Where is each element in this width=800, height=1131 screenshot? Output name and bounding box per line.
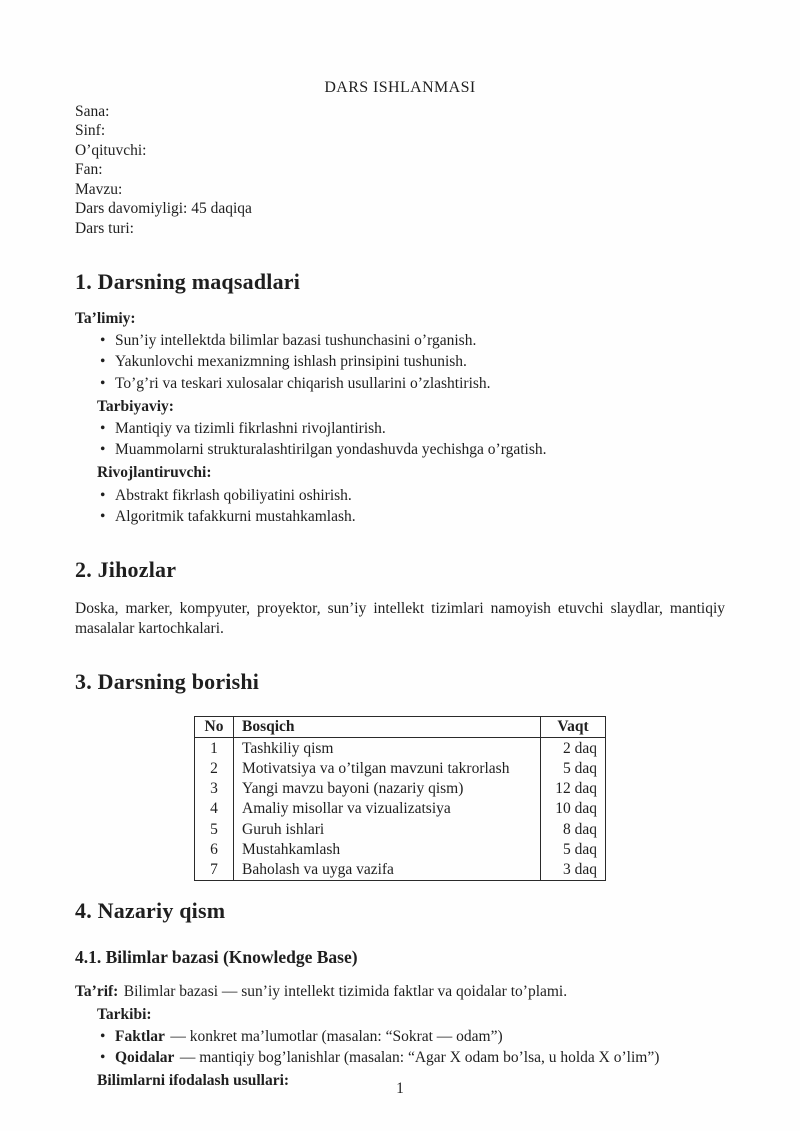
meta-field-davomiyligi: Dars davomiyligi: 45 daqiqa	[75, 200, 252, 218]
tarif-text: Bilimlar bazasi — sun’iy intellekt tizimida faktlar va qoidalar to’plami.	[119, 983, 568, 1001]
list-item	[75, 507, 725, 527]
meta-fields	[75, 102, 725, 239]
table-cell: 3	[210, 780, 218, 798]
meta-field-fan: Fan:	[75, 161, 103, 179]
list-item	[75, 419, 725, 439]
bullet-icon: •	[100, 1049, 106, 1067]
usullari-label: Bilimlarni ifodalash usullari:	[97, 1072, 290, 1090]
table-cell: 2	[210, 759, 218, 777]
table-row	[195, 860, 606, 881]
list-item-text: Abstrakt fikrlash qobiliyatini oshirish.	[115, 486, 352, 504]
document-title: DARS ISHLANMASI	[324, 79, 476, 96]
table-cell: 5 daq	[541, 840, 606, 860]
table-row	[195, 840, 606, 860]
meta-field-mavzu: Mavzu:	[75, 180, 123, 198]
list-item-text: — mantiqiy bog’lanishlar (masalan: “Agar X odam bo’lsa, u holda X o’lim”)	[175, 1049, 660, 1067]
table-cell: Yangi mavzu bayoni (nazariy qism)	[234, 779, 541, 799]
table-cell: Baholash va uyga vazifa	[234, 860, 541, 881]
table-row	[195, 758, 606, 778]
knowledge-base-list	[75, 1027, 725, 1068]
list-item-text: To’g’ri va teskari xulosalar chiqarish usullarini o’zlashtirish.	[115, 374, 491, 392]
table-cell: Guruh ishlari	[234, 819, 541, 839]
meta-field-dars-turi: Dars turi:	[75, 220, 134, 238]
section-4-heading: 4. Nazariy qism	[75, 898, 226, 924]
equipment-paragraph: Doska, marker, kompyuter, proyektor, sun’iy intellekt tizimlari namoyish etuvchi slaydlar, mantiqiy masalalar kartochkalari.	[75, 599, 725, 637]
table-cell: 12 daq	[541, 779, 606, 799]
bullet-icon: •	[100, 507, 106, 525]
list-item-term: Faktlar	[115, 1028, 165, 1046]
table-cell: 5	[210, 820, 218, 838]
table-cell: 8 daq	[541, 819, 606, 839]
table-cell: Mustahkamlash	[234, 840, 541, 860]
definition-line	[75, 982, 725, 1002]
table-header-row	[195, 716, 606, 737]
list-item-term: Qoidalar	[115, 1049, 175, 1067]
list-item-text: — konkret ma’lumotlar (masalan: “Sokrat — odam”)	[166, 1028, 503, 1046]
table-cell: 5 daq	[541, 758, 606, 778]
bullet-icon: •	[100, 420, 106, 438]
tarif-label: Ta’rif:	[75, 983, 119, 1001]
bullet-icon: •	[100, 1028, 106, 1046]
bullet-icon: •	[100, 332, 106, 350]
meta-field-sinf: Sinf:	[75, 122, 106, 140]
section-4-1-subheading: 4.1. Bilimlar bazasi (Knowledge Base)	[75, 947, 358, 968]
table-cell: 10 daq	[541, 799, 606, 819]
table-cell: 1	[210, 739, 218, 757]
bullet-icon: •	[100, 486, 106, 504]
table-cell: 2 daq	[541, 738, 606, 759]
table-cell: Motivatsiya va o’tilgan mavzuni takrorlash	[234, 758, 541, 778]
tarbiyaviy-label: Tarbiyaviy:	[97, 397, 174, 415]
list-item-text: Yakunlovchi mexanizmning ishlash prinsipini tushunish.	[115, 353, 467, 371]
rivojlantiruvchi-list	[75, 486, 725, 527]
lesson-stages-table	[194, 716, 606, 881]
section-3-heading: 3. Darsning borishi	[75, 668, 260, 694]
list-item	[75, 486, 725, 506]
meta-field-sana: Sana:	[75, 102, 110, 120]
meta-field-oqituvchi: O’qituvchi:	[75, 141, 147, 159]
table-header-no: No	[204, 718, 224, 736]
list-item	[75, 1027, 725, 1047]
list-item-text: Algoritmik tafakkurni mustahkamlash.	[115, 507, 356, 525]
table-header-vaqt: Vaqt	[541, 716, 606, 737]
bullet-icon: •	[100, 374, 106, 392]
table-cell: 4	[210, 800, 218, 818]
list-item-text: Mantiqiy va tizimli fikrlashni rivojlantirish.	[115, 420, 386, 438]
table-row	[195, 819, 606, 839]
tarbiyaviy-list	[75, 419, 725, 460]
table-row	[195, 779, 606, 799]
page-number: 1	[396, 1080, 404, 1097]
table-cell: 3 daq	[541, 860, 606, 881]
section-2-heading: 2. Jihozlar	[75, 556, 177, 582]
list-item	[75, 331, 725, 351]
table-cell: Amaliy misollar va vizualizatsiya	[234, 799, 541, 819]
table-row	[195, 799, 606, 819]
talimiy-label: Ta’limiy:	[75, 309, 136, 327]
tarkibi-label: Tarkibi:	[97, 1005, 152, 1023]
bullet-icon: •	[100, 441, 106, 459]
table-cell: Tashkiliy qism	[234, 738, 541, 759]
table-row	[195, 738, 606, 759]
list-item	[75, 352, 725, 372]
talimiy-list	[75, 331, 725, 393]
list-item	[75, 440, 725, 460]
lesson-stages-table-wrap	[75, 716, 725, 881]
list-item-text: Muammolarni strukturalashtirilgan yondashuvda yechishga o’rgatish.	[115, 441, 547, 459]
section-1-heading: 1. Darsning maqsadlari	[75, 268, 301, 294]
rivojlantiruvchi-label: Rivojlantiruvchi:	[97, 464, 212, 482]
table-cell: 7	[210, 861, 218, 879]
list-item	[75, 374, 725, 394]
table-cell: 6	[210, 841, 218, 859]
list-item-text: Sun’iy intellektda bilimlar bazasi tushunchasini o’rganish.	[115, 332, 477, 350]
list-item	[75, 1048, 725, 1068]
table-header-bosqich: Bosqich	[234, 716, 541, 737]
bullet-icon: •	[100, 353, 106, 371]
